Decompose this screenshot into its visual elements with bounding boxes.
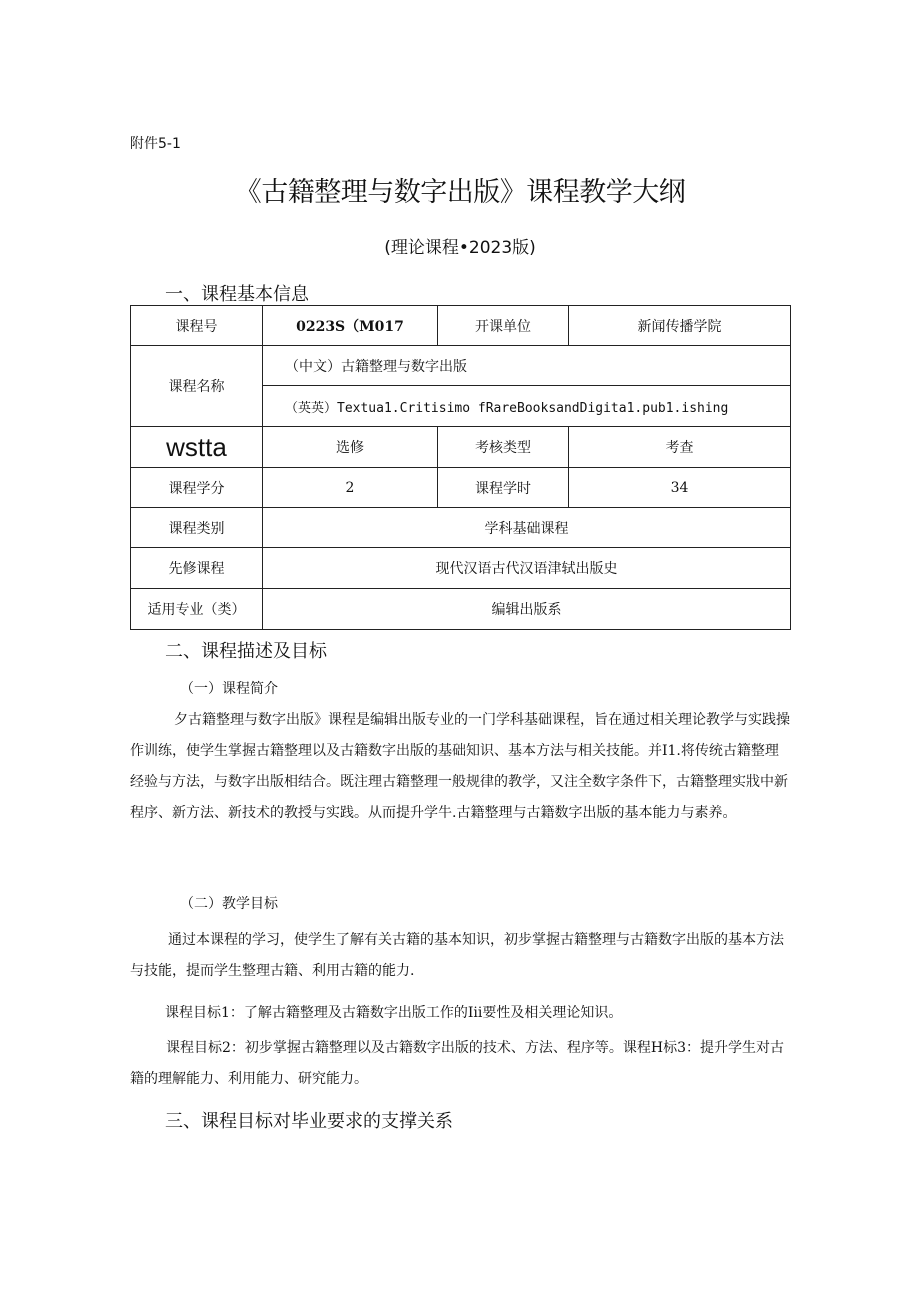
table-row (131, 589, 791, 630)
goals-heading: （二）教学目标 (180, 896, 278, 912)
hours-value: 34 (569, 468, 791, 508)
goals-paragraph: 通过本课程的学习，使学生了解有关古籍的基本知识，初步掌握古籍整理与古籍数字出版的基本方法与技能，提而学生整理古籍、利用古籍的能力. (130, 932, 784, 979)
course-name-label: 课程名称 (131, 346, 263, 427)
course-name-en: （英英）Textua1.Critisimo fRareBooksandDigita1.pub1.ishing (263, 386, 791, 427)
major-value: 编辑出版系 (263, 589, 791, 630)
attachment-label: 附件5-1 (130, 136, 181, 152)
table-row (131, 346, 791, 386)
table-row (131, 468, 791, 508)
table-row (131, 427, 791, 468)
category-value: 学科基础课程 (263, 508, 791, 548)
credit-value: 2 (263, 468, 438, 508)
table-row (131, 548, 791, 589)
prereq-value: 现代汉语古代汉语津轼出版史 (263, 548, 791, 589)
goal-1: 课程目标1：了解古籍整理及古籍数字出版工作的Iii要性及相关理论知识。 (165, 1005, 623, 1021)
section-heading-description: 二、课程描述及目标 (165, 641, 327, 662)
section-heading-basic-info: 一、课程基本信息 (165, 284, 309, 305)
goal-2-3: 课程目标2：初步掌握古籍整理以及古籍数字出版的技术、方法、程序等。课程H标3：提升学生对古籍的理解能力、利用能力、研究能力。 (130, 1040, 785, 1087)
section-heading-support: 三、课程目标对毕业要求的支撑关系 (165, 1111, 453, 1132)
major-label: 适用专业（类） (131, 589, 263, 630)
dept-value: 新闻传播学院 (569, 306, 791, 346)
course-name-cn: （中文）古籍整理与数字出版 (263, 346, 791, 386)
dept-label: 开课单位 (438, 306, 569, 346)
hours-label: 课程学时 (438, 468, 569, 508)
course-code-label: 课程号 (131, 306, 263, 346)
intro-paragraph: 夕古籍整理与数字出版》课程是编辑出版专业的一门学科基础课程，旨在通过相关理论教学与实践操作训练，使学生掌握古籍整理以及古籍数字出版的基础知识、基本方法与相关技能。并I1.将传统古籍整理经验与方法，与数字出版相结合。既注理古籍整理一般规律的教学，又注全数字条件下，古籍整理实戕中新程序、新方法、新技术的教授与实践。从而提升学牛.古籍整理与古籍数字出版的基本能力与素养。 (130, 712, 790, 821)
course-info-table (130, 305, 791, 630)
document-title: 《古籍整理与数字出版》课程教学大纲 (234, 177, 686, 208)
credit-label: 课程学分 (131, 468, 263, 508)
course-nature-value: 选修 (263, 427, 438, 468)
intro-heading: （一）课程简介 (180, 681, 278, 697)
course-code-value: 0223S（M017 (263, 306, 438, 346)
course-nature-label: wstta (131, 427, 263, 468)
exam-type-value: 考查 (569, 427, 791, 468)
exam-type-label: 考核类型 (438, 427, 569, 468)
table-row (131, 306, 791, 346)
prereq-label: 先修课程 (131, 548, 263, 589)
table-row (131, 508, 791, 548)
document-subtitle: (理论课程•2023版) (384, 238, 536, 258)
category-label: 课程类别 (131, 508, 263, 548)
